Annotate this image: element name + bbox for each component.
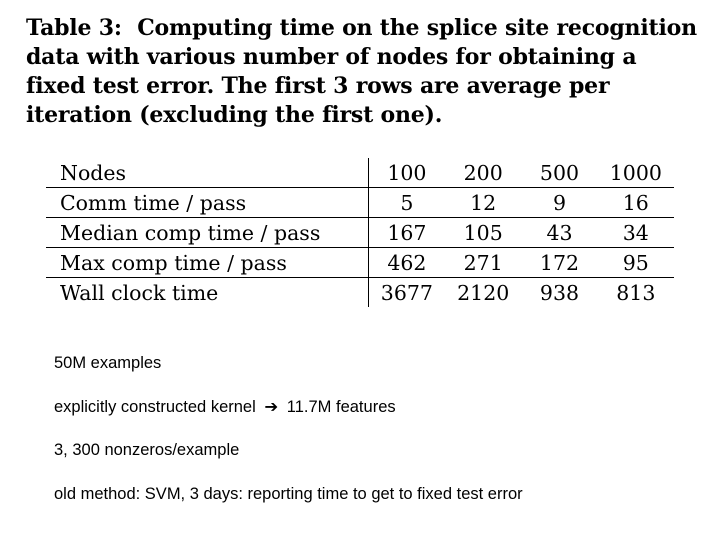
table-cell: 12 — [445, 188, 521, 218]
note-nonzeros: 3, 300 nonzeros/example — [54, 441, 240, 459]
table-cell: 95 — [598, 248, 674, 278]
table-row — [46, 188, 674, 218]
table-cell: 105 — [445, 218, 521, 248]
table-cell: 167 — [368, 218, 445, 248]
table-cell: 3677 — [380, 280, 433, 305]
table-cell: 938 — [539, 280, 580, 305]
row-label: Comm time / pass — [46, 188, 368, 218]
row-label: Wall clock time — [46, 278, 368, 308]
header-cell: 100 — [368, 158, 445, 188]
note-kernel — [54, 396, 523, 418]
header-cell: 200 — [445, 158, 521, 188]
note-old-method: old method: SVM, 3 days: reporting time to get to fixed test error — [54, 484, 523, 503]
table-cell: 9 — [521, 188, 597, 218]
table-row — [46, 218, 674, 248]
table-cell: 271 — [445, 248, 521, 278]
row-label: Max comp time / pass — [46, 248, 368, 278]
caption-label: Table 3: — [26, 15, 122, 41]
table-header-row — [46, 158, 674, 188]
caption-text: Computing time on the splice site recognition data with various number of nodes for obtaining a fixed test error. The first 3 rows are average per iteration (excluding the first one). — [26, 15, 697, 128]
table-row — [46, 248, 674, 278]
right-arrow-icon: ➔ — [264, 396, 279, 416]
table-cell: 2120 — [457, 280, 510, 305]
table-cell: 813 — [616, 280, 656, 305]
header-cell: 500 — [521, 158, 597, 188]
row-label: Median comp time / pass — [46, 218, 368, 248]
table-cell: 462 — [368, 248, 445, 278]
note-kernel-text: explicitly constructed kernel — [54, 397, 256, 416]
table-cell: 34 — [598, 218, 674, 248]
notes-list — [54, 352, 523, 526]
header-cell: 1000 — [598, 158, 674, 188]
table-caption — [26, 14, 698, 130]
table-cell: 172 — [521, 248, 597, 278]
header-cell: Nodes — [46, 158, 368, 188]
table-cell: 5 — [368, 188, 445, 218]
computing-time-table — [46, 158, 674, 307]
table-row — [46, 278, 674, 308]
note-features-text: 11.7M features — [286, 397, 396, 416]
note-examples: 50M examples — [54, 354, 162, 372]
table-cell: 43 — [521, 218, 597, 248]
table-cell: 16 — [598, 188, 674, 218]
